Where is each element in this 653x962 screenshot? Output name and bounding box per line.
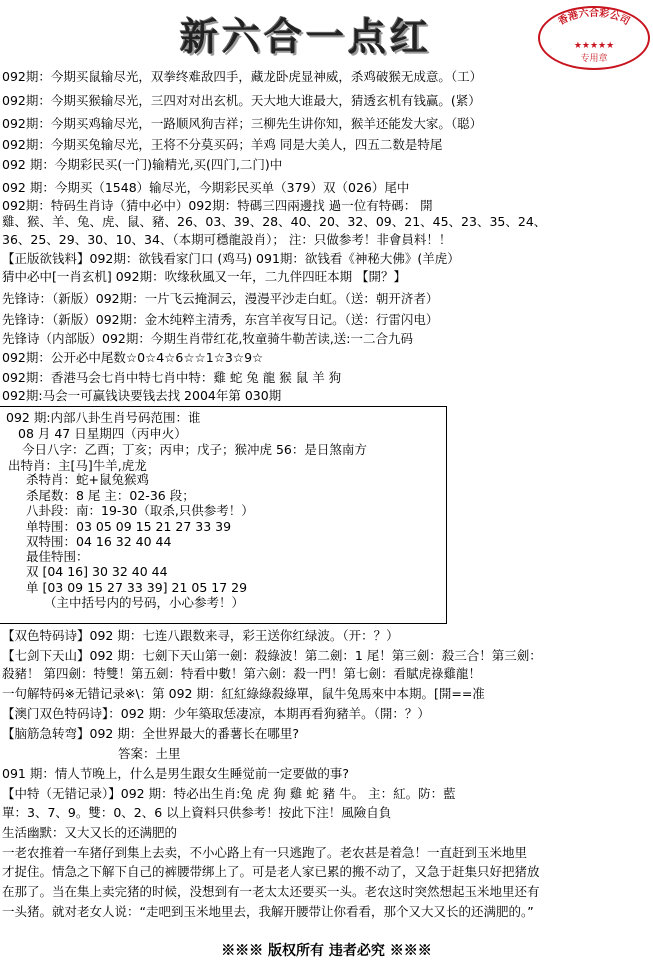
text-line: 單：3、7、9。雙：0、2、6 以上資料只供参考！按此下注！風險自負 xyxy=(2,805,392,820)
box-line: 08 月 47 日星期四（丙申火） xyxy=(18,426,187,441)
text-line: 092期:马会一可赢钱诀要钱去找 2004年第 030期 xyxy=(2,388,282,403)
text-line: 36、25、29、30、10、34、（本期可穩龍設肖）； 注：只做参考！非會員料！！ xyxy=(2,232,452,247)
text-line: 在那了。当在集上卖完猪的时候，没想到有一老太太还要买一头。老农这时突然想起玉米地里还有 xyxy=(2,884,540,899)
company-seal xyxy=(538,6,650,70)
box-line: 杀特肖：蛇+鼠兔猴鸡 xyxy=(26,472,149,487)
box-line: 八卦段：南：19-30（取杀,只供参考！） xyxy=(26,503,254,518)
text-line: 【双色特码诗】092 期：七连八跟数来寻，彩王送你红绿波。（开：？） xyxy=(2,628,399,643)
copyright-footer: ※※※ 版权所有 违者必究 ※※※ xyxy=(221,943,432,959)
text-line: 092 期：今期彩民买(一门)输精光,买(四门,二门)中 xyxy=(2,157,283,172)
text-line: 091 期：情人节晚上，什么是男生跟女生睡觉前一定要做的事? xyxy=(2,766,349,781)
page-title: 新六合一点红 xyxy=(180,15,433,59)
text-line: 生活幽默：又大又长的还满肥的 xyxy=(2,825,178,840)
text-line: 【七剑下天山】092 期：七劍下天山第一劍：殺綠波！第二劍：1 尾！第三劍：殺三合！第三劍： xyxy=(2,648,542,663)
text-line: 092期：今期买兔输尽光，王将不分莫买码；羊鸡 同是大美人，四五二数是特尾 xyxy=(2,137,443,152)
box-line: 092 期:内部八卦生肖号码范围：谁 xyxy=(6,410,201,425)
box-line: 双特围：04 16 32 40 44 xyxy=(26,534,172,549)
text-line: 答案：土里 xyxy=(118,746,181,761)
box-line: 单 [03 09 15 27 33 39] 21 05 17 29 xyxy=(26,580,248,595)
text-line: 一句解特码※无错记录※\：第 092 期：紅紅綠綠殺綠單，鼠牛兔馬來中本期。[開==准 xyxy=(2,686,485,701)
text-line: 殺豬！ 第四劍：特雙！第五劍：特看中數！第六劍：殺一門！第七劍：看賦虎祿雞龍！ xyxy=(2,666,481,681)
text-line: 一老农推着一车猪仔到集上去卖，不小心路上有一只逃跑了。老农甚是着急！一直赶到玉米地里 xyxy=(2,845,528,860)
text-line: 【正版欲钱料】092期：欲钱看家门口 (鸡马) 091期：欲钱看《神秘大佛》(羊虎） xyxy=(2,251,460,266)
box-line: 杀尾数：8 尾 主：02-36 段； xyxy=(26,488,195,503)
box-line: 单特围：03 05 09 15 21 27 33 39 xyxy=(26,519,232,534)
text-line: 092期：今期买鸡输尽光，一路顺风狗吉祥；三柳先生讲你知，猴羊还能发大家。（聪） xyxy=(2,116,483,131)
text-line: 092期：今期买鼠输尽光，双拳终难敌四手，藏龙卧虎显神威，杀鸡破猴无成意。（工） xyxy=(2,69,483,84)
svg-text:★★★★★: ★★★★★ xyxy=(573,41,615,51)
box-line: 双 [04 16] 30 32 40 44 xyxy=(26,564,168,579)
text-line: 先锋诗：（新版）092期：金木纯粹主清秀，东宫羊夜写日记。（送：行雷闪电） xyxy=(2,312,439,327)
text-line: 092期：今期买猴输尽光，三四对对出玄机。天大地大谁最大，猜透玄机有钱赢。(紧） xyxy=(2,93,481,108)
text-line: 猜中必中[一肖玄机] 092期：吹缘秋風又一年，二九伴四旺本期 【開？】 xyxy=(2,269,407,284)
text-line: 【澳门双色特码诗】：092 期：少年築取恁凄凉，本期再看狗豬羊。（開：？） xyxy=(2,706,430,721)
text-line: 092期：公开必中尾数☆0☆4☆6☆☆1☆3☆9☆ xyxy=(2,350,264,365)
text-line: 092 期：今期买（1548）输尽光，今期彩民买单（379）双（026）尾中 xyxy=(2,180,410,195)
text-line: 092期：香港马会七肖中特七肖中特：雞 蛇 兔 龍 猴 鼠 羊 狗 xyxy=(2,370,342,385)
text-line: 先锋诗：（新版）092期：一片飞云掩洞云，漫漫平沙走白虹。（送：朝开济者） xyxy=(2,291,439,306)
box-line: 出特肖：主[马]牛羊,虎龙 xyxy=(8,458,147,473)
text-line: 雞、猴、羊、兔、虎、鼠、豬、26、03、39、28、40、20、32、09、21、45、23、35、24、 xyxy=(2,214,547,229)
box-line: 最佳特围： xyxy=(26,549,89,564)
text-line: 才捉住。情急之下解下自己的裤腰带绑上了。可是老人家已累的搬不动了，又急于赶集只好把猪放 xyxy=(2,864,540,879)
svg-text:专用章: 专用章 xyxy=(580,54,608,64)
text-line: 【脑筋急转弯】092 期：全世界最大的番薯长在哪里? xyxy=(2,726,299,741)
text-line: 一头猪。就对老女人说：“走吧到玉米地里去，我解开腰带让你看看，那个又大又长的还满肥的。” xyxy=(2,904,534,919)
box-line: （主中括号内的号码，小心参考！） xyxy=(44,595,245,610)
box-line: 今日八字：乙酉；丁亥；丙申；戊子；猴冲虎 56：是日煞南方 xyxy=(22,442,367,457)
text-line: 092期：特码生肖诗（猜中必中）092期：特碼三四兩邊找 過一位有特碼： 開 xyxy=(2,198,433,213)
svg-text:香港六合彩公司: 香港六合彩公司 xyxy=(556,8,632,28)
text-line: 先锋诗（内部版）092期：今期生肖带红花,牧童骑牛勒苦读,送:一二合九码 xyxy=(2,331,414,346)
text-line: 【中特（无错记录）】092 期：特必出生肖:兔 虎 狗 雞 蛇 豬 牛。 主：紅。防：藍 xyxy=(2,786,456,801)
